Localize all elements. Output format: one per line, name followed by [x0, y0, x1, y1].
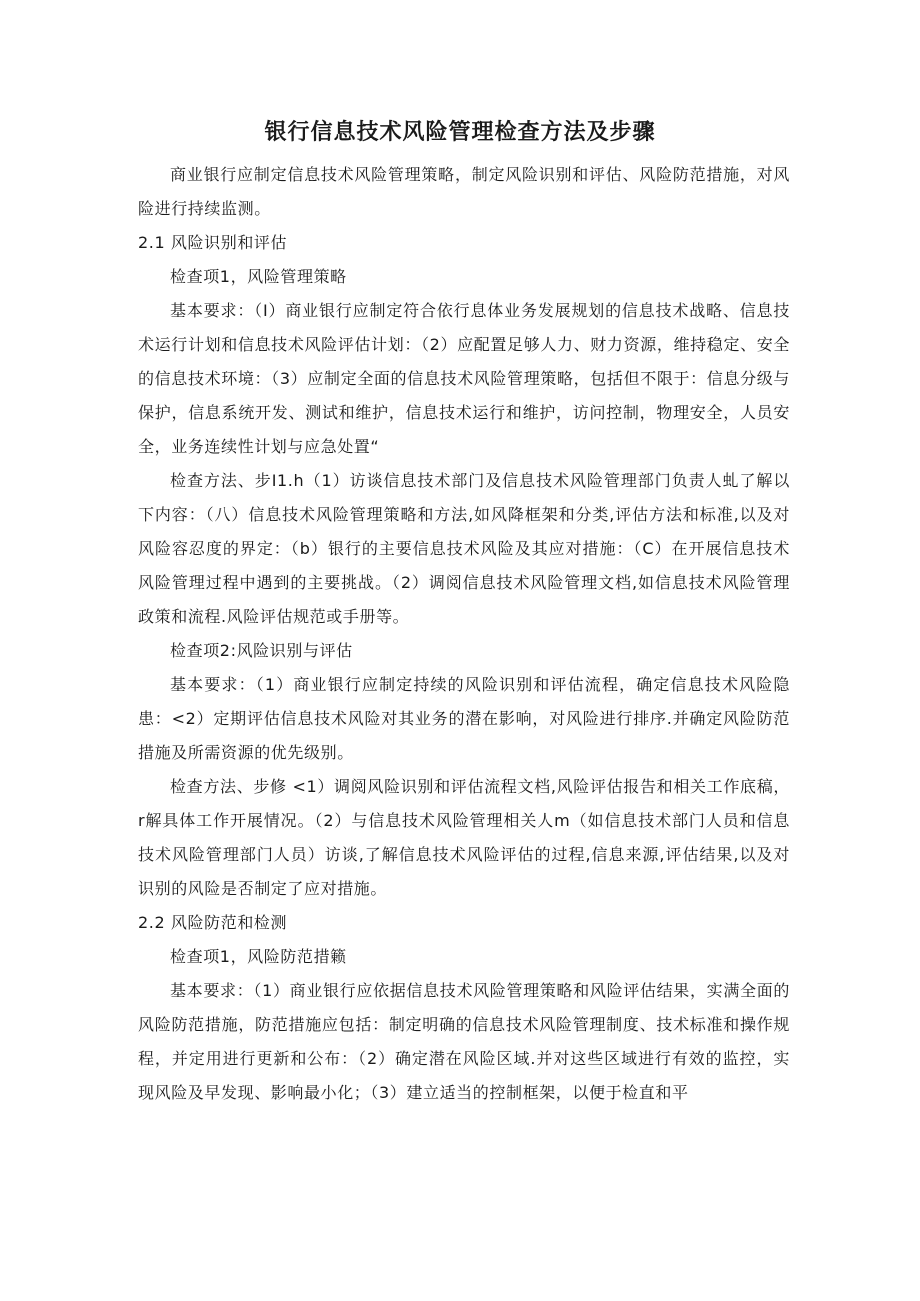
- basic-requirements-paragraph: 基本要求：（1）商业银行应制定持续的风险识别和评估流程，确定信息技术风险隐患：<2）定期评估信息技术风险对其业务的潜在影响，对风险进行排序.并确定风险防范措施及所需资源的优先级别。: [138, 675, 790, 762]
- check-item-title: 检查项1，风险防范措籁: [170, 947, 347, 966]
- intro-paragraph: 商业银行应制定信息技术风险管理策略，制定风险识别和评估、风险防范措施，对风险进行持续监测。: [138, 165, 790, 218]
- section-heading-2-2: 2.2 风险防范和检测: [138, 913, 288, 932]
- check-item-title: 检查项2:风险识别与评估: [170, 641, 353, 660]
- section-heading-2-1: 2.1 风险识别和评估: [138, 233, 288, 252]
- document-title: 银行信息技术风险管理检查方法及步骤: [264, 120, 656, 145]
- document-body: [138, 158, 790, 1110]
- basic-requirements-paragraph: 基本要求：（1）商业银行应依据信息技术风险管理策略和风险评估结果，实满全面的风险防范措施，防范措施应包括：制定明确的信息技术风险管理制度、技术标准和操作规程，并定用进行更新和公布：（2）确定潜在风险区域.并对这些区域进行有效的监控，实现风险及早发现、影响最小化；（3）建立适当的控制框架，以便于检直和平: [138, 981, 790, 1102]
- check-method-paragraph: 检查方法、步I1.h（1）访谈信息技术部门及信息技术风险管理部门负责人虬了解以下内容：（八）信息技术风险管理策略和方法,如风降框架和分类,评估方法和标准,以及对风险容忍度的界定：（b）银行的主要信息技术风险及其应对措施：（C）在开展信息技术风险管理过程中遇到的主要挑战。（2）调阅信息技术风险管理文档,如信息技术风险管理政策和流程.风险评估规范或手册等。: [138, 471, 790, 626]
- check-method-paragraph: 检查方法、步修 <1）调阅风险识别和评估流程文档,风险评估报告和相关工作底稿，r解具体工作开展情况。（2）与信息技术风险管理相关人m（如信息技术部门人员和信息技术风险管理部门人员）访谈,了解信息技术风险评估的过程,信息来源,评估结果,以及对识别的风险是否制定了应对措施。: [138, 777, 790, 898]
- check-item-title: 检查项1，风险管理策略: [170, 267, 347, 286]
- basic-requirements-paragraph: 基本要求：（I）商业银行应制定符合依行息体业务发展规划的信息技术战略、信息技术运行计划和信息技术风险评估计划：（2）应配置足够人力、财力资源，维持稳定、安全的信息技术环境：（3）应制定全面的信息技术风险管理策略，包括但不限于：信息分级与保护，信息系统开发、测试和维护，信息技术运行和维护，访问控制，物理安全，人员安全，业务连续性计划与应急处置“: [138, 301, 790, 456]
